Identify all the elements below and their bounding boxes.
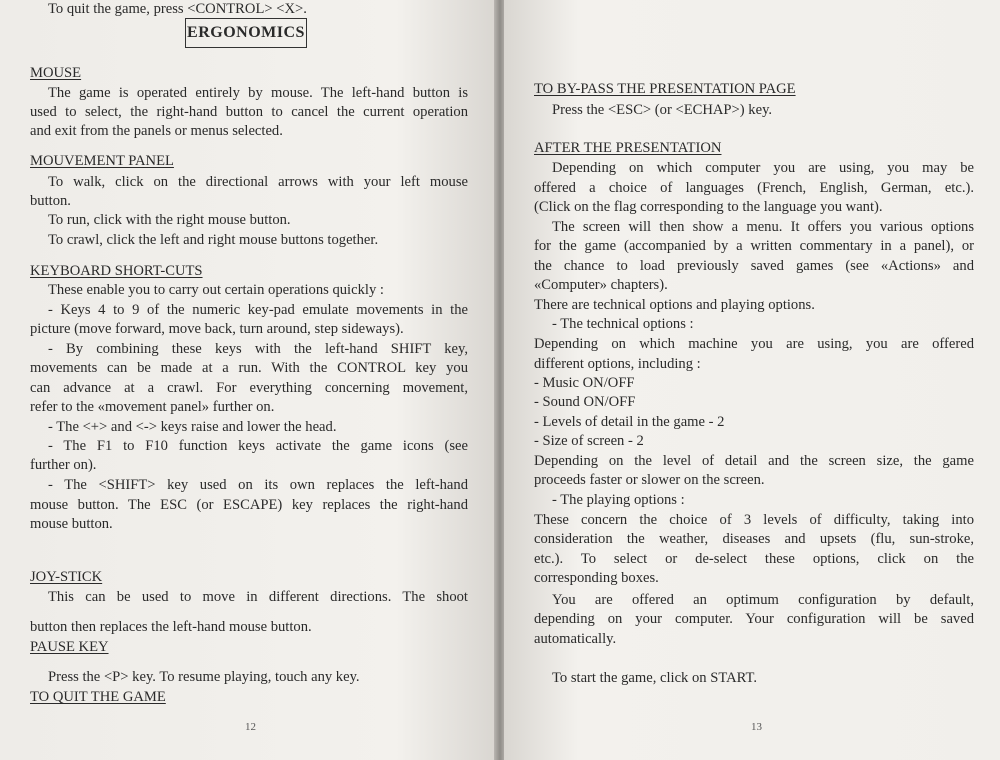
text-line: «Computer» chapters). [534,277,668,293]
section-heading: AFTER THE PRESENTATION [534,140,722,156]
section-heading: JOY-STICK [30,569,103,585]
text-line: To run, click with the right mouse button. [48,212,291,228]
text-line: - Sound ON/OFF [534,394,636,410]
text-line: - The <+> and <-> keys raise and lower the head. [48,419,337,435]
text-line: - Music ON/OFF [534,375,635,391]
text-line: - The <SHIFT> key used on its own replaces the left-hand [48,477,468,493]
section-title-box [185,18,307,48]
text-line: further on). [30,457,97,473]
text-line: - Keys 4 to 9 of the numeric key-pad emulate movements in the [48,302,468,318]
text-line: This can be used to move in different directions. The shoot [48,589,468,605]
section-heading: TO QUIT THE GAME [30,689,166,705]
right-page [504,0,1000,760]
text-line: offered a choice of languages (French, English, German, etc.). [534,180,974,196]
text-line: These enable you to carry out certain operations quickly : [48,282,384,298]
text-line: - The F1 to F10 function keys activate the game icons (see [48,438,468,454]
text-line: corresponding boxes. [534,570,659,586]
text-line: used to select, the right-hand button to cancel the current operation [30,104,468,120]
text-line: Depending on which machine you are using, you are offered [534,336,974,352]
text-line: consideration the weather, diseases and upsets (flu, sun-stroke, [534,531,974,547]
text-line: To start the game, click on START. [552,670,757,686]
text-line: mouse button. [30,516,113,532]
section-heading: PAUSE KEY [30,639,109,655]
text-line: To crawl, click the left and right mouse buttons together. [48,232,379,248]
section-title: ERGONOMICS [187,24,305,41]
text-line: can advance at a crawl. For everything concerning movement, [30,380,468,396]
text-line: proceeds faster or slower on the screen. [534,472,765,488]
text-line: - The technical options : [552,316,694,332]
page-number-left: 12 [245,721,256,733]
text-line: - Levels of detail in the game - 2 [534,414,725,430]
text-line: The screen will then show a menu. It offers you various options [552,219,974,235]
section-heading: KEYBOARD SHORT-CUTS [30,263,203,279]
text-line: mouse button. The ESC (or ESCAPE) key replaces the right-hand [30,497,468,513]
page-number-right: 13 [751,721,762,733]
text-line: Depending on the level of detail and the screen size, the game [534,453,974,469]
text-line: You are offered an optimum configuration by default, [552,592,974,608]
text-line: button then replaces the left-hand mouse button. [30,619,312,635]
text-line: - By combining these keys with the left-hand SHIFT key, [48,341,468,357]
text-line: The game is operated entirely by mouse. The left-hand button is [48,85,468,101]
section-heading: TO BY-PASS THE PRESENTATION PAGE [534,81,796,97]
text-line: These concern the choice of 3 levels of difficulty, taking into [534,512,974,528]
text-line: (Click on the flag corresponding to the language you want). [534,199,883,215]
text-line: different options, including : [534,356,701,372]
section-heading: MOUVEMENT PANEL [30,153,174,169]
text-line: for the game (accompanied by a written commentary in a panel), or [534,238,974,254]
text-line: automatically. [534,631,617,647]
text-line: To quit the game, press <CONTROL> <X>. [48,1,307,17]
text-line: refer to the «movement panel» further on. [30,399,275,415]
text-line: There are technical options and playing options. [534,297,815,313]
section-heading: MOUSE [30,65,82,81]
text-line: and exit from the panels or menus selected. [30,123,283,139]
text-line: picture (move forward, move back, turn around, step sideways). [30,321,404,337]
text-line: etc.). To select or de-select these options, click on the [534,551,974,567]
text-line: To walk, click on the directional arrows with your left mouse [48,174,468,190]
text-line: depending on your computer. Your configuration will be saved [534,611,974,627]
text-line: movements can be made at a run. With the CONTROL key you [30,360,468,376]
text-line: the chance to load previously saved games (see «Actions» and [534,258,974,274]
text-line: Press the <P> key. To resume playing, touch any key. [48,669,360,685]
text-line: Press the <ESC> (or <ECHAP>) key. [552,102,773,118]
text-line: Depending on which computer you are using, you may be [552,160,974,176]
text-line: - The playing options : [552,492,685,508]
text-line: button. [30,193,71,209]
left-page [0,0,496,760]
text-line: - Size of screen - 2 [534,433,644,449]
